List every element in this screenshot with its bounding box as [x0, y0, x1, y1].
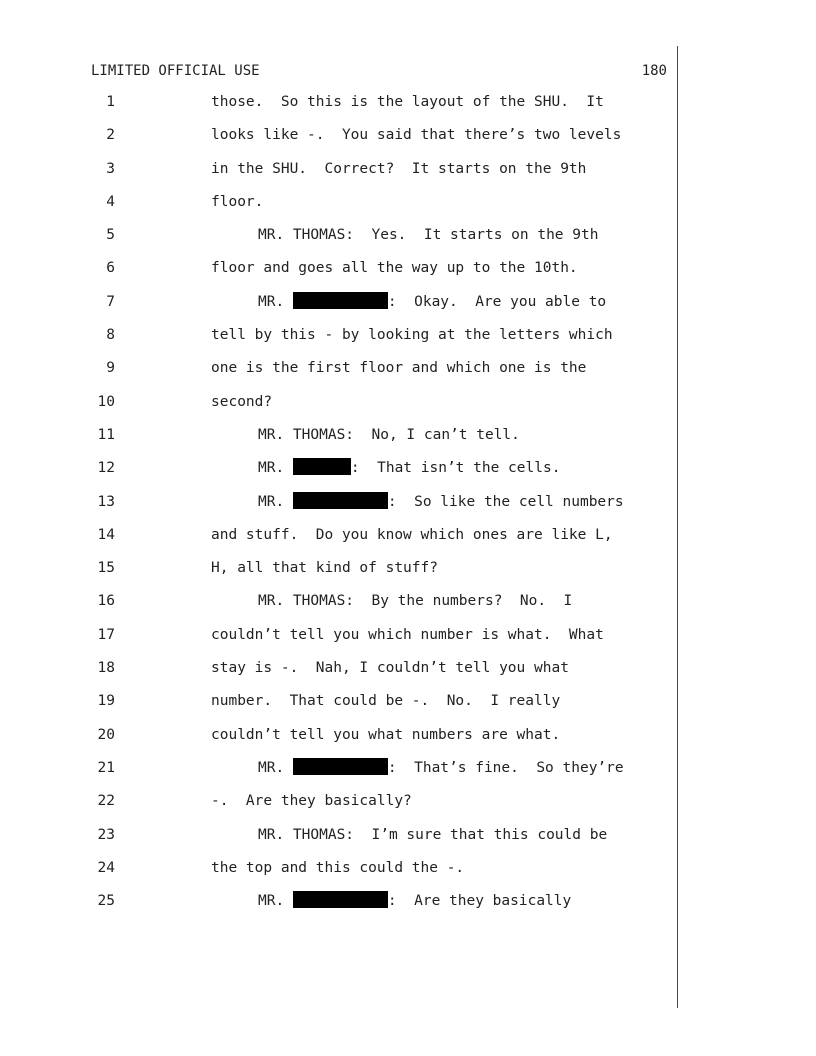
- line-text: one is the first floor and which one is the: [211, 360, 587, 377]
- speaker-prefix: MR.: [258, 493, 293, 510]
- transcript-line: [0, 719, 816, 752]
- line-number: 3: [106, 160, 115, 177]
- line-number: 21: [97, 759, 115, 776]
- line-number: 19: [97, 693, 115, 710]
- line-number: 1: [106, 94, 115, 110]
- line-number: 16: [97, 593, 115, 610]
- transcript-line: [0, 852, 816, 885]
- transcript-line: [0, 752, 816, 785]
- speaker-text: : Okay. Are you able to: [387, 293, 607, 310]
- speaker-text: : That’s fine. So they’re: [387, 759, 624, 776]
- line-text: in the SHU. Correct? It starts on the 9th: [211, 160, 587, 177]
- line-text: couldn’t tell you which number is what. What: [211, 626, 604, 643]
- line-text: H, all that kind of stuff?: [211, 560, 438, 577]
- transcript-line: [0, 519, 816, 552]
- line-number: 4: [106, 193, 115, 210]
- transcript-line: [0, 885, 816, 918]
- transcript-line: [0, 386, 816, 419]
- line-text: and stuff. Do you know which ones are like L,: [211, 526, 613, 543]
- line-number: 12: [97, 460, 115, 477]
- line-number: 15: [97, 560, 115, 577]
- line-text: couldn’t tell you what numbers are what.: [211, 726, 561, 743]
- line-text: tell by this - by looking at the letters which: [211, 327, 613, 344]
- speaker-prefix: MR.: [258, 759, 293, 776]
- redaction-block: [293, 758, 388, 775]
- transcript-line: [0, 419, 816, 452]
- line-text: [258, 885, 571, 918]
- line-number: 11: [97, 426, 115, 443]
- speaker-prefix: MR.: [258, 893, 293, 910]
- transcript-line: [0, 452, 816, 485]
- redaction-block: [293, 458, 351, 475]
- line-text: [258, 486, 624, 519]
- line-text: [258, 452, 560, 485]
- line-text: floor.: [211, 193, 264, 210]
- line-text: MR. THOMAS: Yes. It starts on the 9th: [258, 227, 599, 244]
- line-number: 23: [97, 826, 115, 843]
- line-number: 17: [97, 626, 115, 643]
- transcript-line: [0, 153, 816, 186]
- line-number: 20: [97, 726, 115, 743]
- speaker-text: : That isn’t the cells.: [350, 460, 561, 477]
- redaction-block: [293, 492, 388, 509]
- line-number: 14: [97, 526, 115, 543]
- page-number: 180: [641, 63, 667, 79]
- transcript-line: [0, 619, 816, 652]
- line-number: 7: [106, 293, 115, 310]
- line-text: -. Are they basically?: [211, 793, 412, 810]
- line-text: MR. THOMAS: By the numbers? No. I: [258, 593, 573, 610]
- classification-marking: LIMITED OFFICIAL USE: [91, 63, 260, 79]
- line-text: looks like -. You said that there’s two levels: [211, 127, 622, 144]
- speaker-prefix: MR.: [258, 293, 293, 310]
- line-number: 6: [106, 260, 115, 277]
- transcript-line: [0, 819, 816, 852]
- line-text: those. So this is the layout of the SHU. It: [211, 94, 604, 110]
- transcript-body: [0, 86, 816, 918]
- transcript-line: [0, 286, 816, 319]
- line-number: 22: [97, 793, 115, 810]
- transcript-line: [0, 585, 816, 618]
- line-text: second?: [211, 393, 273, 410]
- line-text: MR. THOMAS: I’m sure that this could be: [258, 826, 608, 843]
- line-text: stay is -. Nah, I couldn’t tell you what: [211, 660, 569, 677]
- transcript-line: [0, 486, 816, 519]
- transcript-line: [0, 352, 816, 385]
- line-number: 18: [97, 660, 115, 677]
- line-text: MR. THOMAS: No, I can’t tell.: [258, 426, 520, 443]
- line-number: 24: [97, 859, 115, 876]
- transcript-line: [0, 685, 816, 718]
- line-number: 25: [97, 893, 115, 910]
- speaker-prefix: MR.: [258, 460, 293, 477]
- line-number: 5: [106, 227, 115, 244]
- line-number: 9: [106, 360, 115, 377]
- transcript-line: [0, 319, 816, 352]
- line-text: number. That could be -. No. I really: [211, 693, 561, 710]
- line-number: 2: [106, 127, 115, 144]
- transcript-line: [0, 186, 816, 219]
- transcript-line: [0, 252, 816, 285]
- transcript-line: [0, 219, 816, 252]
- line-text: floor and goes all the way up to the 10th.: [211, 260, 578, 277]
- page-header: [91, 61, 667, 81]
- line-number: 10: [97, 393, 115, 410]
- speaker-text: : So like the cell numbers: [387, 493, 624, 510]
- line-text: the top and this could the -.: [211, 859, 465, 876]
- transcript-line: [0, 86, 816, 119]
- line-number: 13: [97, 493, 115, 510]
- redaction-block: [293, 292, 388, 309]
- line-number: 8: [106, 327, 115, 344]
- line-text: [258, 286, 606, 319]
- transcript-line: [0, 552, 816, 585]
- transcript-line: [0, 785, 816, 818]
- transcript-line: [0, 119, 816, 152]
- transcript-line: [0, 652, 816, 685]
- speaker-text: : Are they basically: [387, 893, 572, 910]
- line-text: [258, 752, 624, 785]
- redaction-block: [293, 891, 388, 908]
